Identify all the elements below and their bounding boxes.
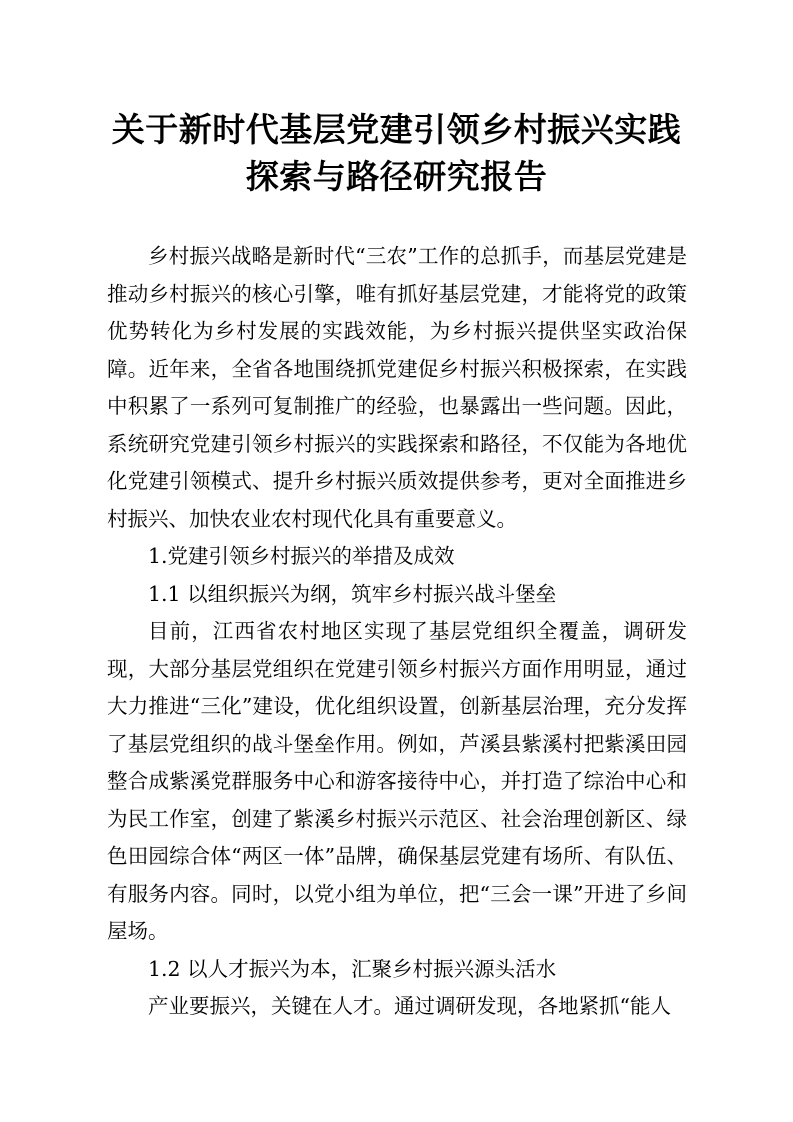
document-body <box>107 238 687 1026</box>
subsection-heading-1-2: 1.2 以人才振兴为本，汇聚乡村振兴源头活水 <box>148 956 557 981</box>
body-paragraph-1-2: 产业要振兴，关键在人才。通过调研发现，各地紧抓“能人 <box>148 994 671 1018</box>
body-paragraph-1-1: 目前，江西省农村地区实现了基层党组织全覆盖，调研发现，大部分基层党组织在党建引领乡村振兴方面作用明显，通过大力推进“三化”建设，优化组织设置，创新基层治理，充分发挥了基层党组织的战斗堡垒作用。例如，芦溪县紫溪村把紫溪田园整合成紫溪党群服务中心和游客接待中心，并打造了综治中心和为民工作室，创建了紫溪乡村振兴示范区、社会治理创新区、绿色田园综合体“两区一体”品牌，确保基层党建有场所、有队伍、有服务内容。同时，以党小组为单位，把“三会一课”开进了乡间屋场。 <box>107 619 687 943</box>
document-title: 关于新时代基层党建引领乡村振兴实践探索与路径研究报告 <box>111 110 682 196</box>
intro-paragraph: 乡村振兴战略是新时代“三农”工作的总抓手，而基层党建是推动乡村振兴的核心引擎，唯有抓好基层党建，才能将党的政策优势转化为乡村发展的实践效能，为乡村振兴提供坚实政治保障。近年来，全省各地围绕抓党建促乡村振兴积极探索，在实践中积累了一系列可复制推广的经验，也暴露出一些问题。因此，系统研究党建引领乡村振兴的实践探索和路径，不仅能为各地优化党建引领模式、提升乡村振兴质效提供参考，更对全面推进乡村振兴、加快农业农村现代化具有重要意义。 <box>107 244 687 531</box>
subsection-heading-1-1: 1.1 以组织振兴为纲，筑牢乡村振兴战斗堡垒 <box>148 581 557 606</box>
section-heading-1: 1.党建引领乡村振兴的举措及成效 <box>148 544 455 568</box>
